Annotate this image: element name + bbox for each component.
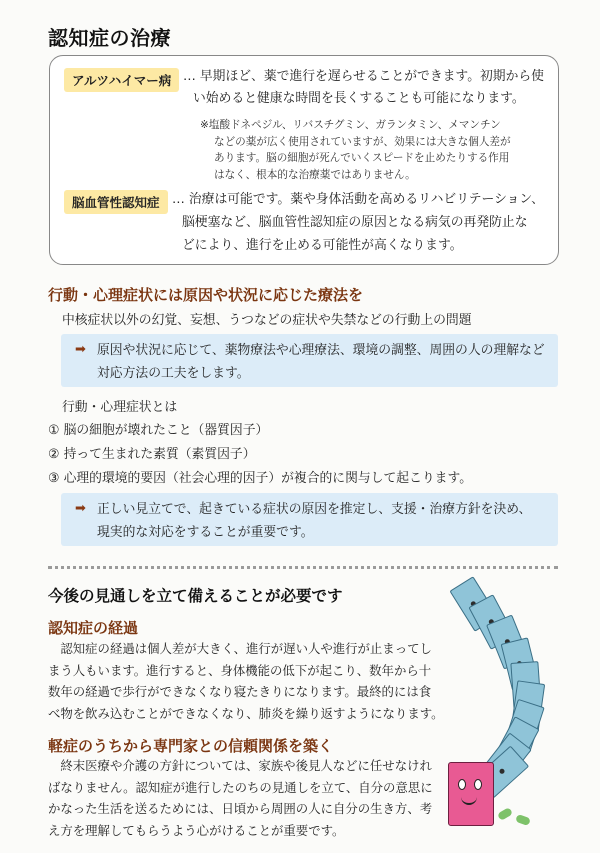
note-line-3: あります。脳の細胞が死んでいくスピードを止めたりする作用 bbox=[214, 152, 510, 164]
section-heading-outlook: 今後の見通しを立て備えることが必要です bbox=[48, 587, 343, 605]
leaf-icon bbox=[497, 807, 513, 821]
course-line-3: 数年の経過で歩行ができなくなり寝たきりになります。最終的には食 bbox=[48, 684, 432, 699]
list-paren: （社会心理的因子） bbox=[165, 471, 282, 486]
list-paren: （器質因子） bbox=[191, 423, 269, 438]
callout-approach bbox=[61, 334, 558, 387]
trust-line-3: かなった生活を送るためには、日頃から周囲の人に自分の生き方、考 bbox=[48, 801, 433, 816]
vascular-line-3: どにより、進行を止める可能性が高くなります。 bbox=[182, 238, 463, 253]
vascular-text bbox=[172, 188, 562, 257]
falling-books-illustration bbox=[440, 570, 590, 840]
callout-assessment-line-1: 正しい見立てで、起きている症状の原因を推定し、支援・治療方針を決め、 bbox=[97, 502, 532, 517]
list-text: 心理的環境的要因 bbox=[63, 471, 166, 486]
course-paragraph bbox=[48, 638, 448, 724]
callout-approach-line-2: 対応方法の工夫をします。 bbox=[97, 366, 250, 381]
note-line-4: はなく、根本的な治療薬ではありません。 bbox=[214, 168, 416, 181]
note-line-1: ※塩酸ドネペジル、リバスチグミン、ガランタミン、メマンチン bbox=[200, 119, 501, 131]
arrow-icon: ➡ bbox=[75, 501, 86, 516]
list-number: ② bbox=[48, 447, 60, 462]
arrow-icon: ➡ bbox=[75, 342, 86, 357]
list-text: 持って生まれた素質 bbox=[63, 447, 179, 462]
list-number: ③ bbox=[48, 471, 60, 486]
subheading-trust: 軽症のうちから専門家との信頼関係を築く bbox=[48, 737, 334, 755]
callout-assessment-line-2: 現実的な対応をすることが重要です。 bbox=[97, 525, 314, 540]
list-item bbox=[48, 443, 256, 462]
list-text: 脳の細胞が壊れたこと bbox=[63, 423, 192, 438]
page-title: 認知症の治療 bbox=[48, 26, 171, 50]
leaf-icon bbox=[515, 814, 531, 826]
list-item bbox=[48, 419, 268, 438]
callout-approach-line-1: 原因や状況に応じて、薬物療法や心理療法、環境の調整、周囲の人の理解など bbox=[97, 343, 545, 358]
pink-box-character-icon bbox=[448, 762, 494, 826]
list-number: ① bbox=[48, 423, 60, 438]
alzheimer-label: アルツハイマー病 bbox=[64, 68, 179, 92]
alzheimer-note bbox=[200, 117, 560, 183]
section-heading-bpsd: 行動・心理症状には原因や状況に応じた療法を bbox=[48, 286, 364, 304]
vascular-line-2: 脳梗塞など、脳血管性認知症の原因となる病気の再発防止な bbox=[182, 215, 528, 230]
alzheimer-line-1: … 早期ほど、薬で進行を遅らせることができます。初期から使 bbox=[183, 69, 544, 84]
bpsd-list-intro: 行動・心理症状とは bbox=[62, 400, 178, 415]
bpsd-intro: 中核症状以外の幻覚、妄想、うつなどの症状や失禁などの行動上の問題 bbox=[62, 313, 472, 328]
trust-paragraph bbox=[48, 755, 448, 841]
trust-line-2: ばなりません。認知症が進行したのちの見通しを立て、自分の意思に bbox=[48, 779, 433, 795]
vascular-label: 脳血管性認知症 bbox=[64, 190, 168, 214]
course-line-4: べ物を飲み込むことができなくなり、肺炎を繰り返すようになります。 bbox=[48, 705, 444, 721]
trust-line-4: え方を理解してもらうよう心がけることが重要です。 bbox=[48, 822, 345, 838]
vascular-line-1: … 治療は可能です。薬や身体活動を高めるリハビリテーション、 bbox=[172, 192, 544, 207]
alzheimer-text bbox=[183, 66, 563, 110]
alzheimer-line-2: い始めると健康な時間を長くすることも可能になります。 bbox=[193, 91, 525, 106]
dotted-divider bbox=[48, 566, 558, 569]
callout-assessment-text bbox=[97, 498, 557, 544]
list-rest: が複合的に関与して起こります。 bbox=[281, 471, 473, 486]
note-line-2: などの薬が広く使用されていますが、効果には大きな個人差が bbox=[214, 135, 511, 148]
list-item bbox=[48, 467, 472, 486]
list-paren: （素質因子） bbox=[178, 447, 256, 462]
course-line-2: まう人もいます。進行すると、身体機能の低下が起こり、数年から十 bbox=[48, 662, 432, 678]
trust-line-1: 終末医療や介護の方針については、家族や後見人などに任せなけれ bbox=[48, 758, 432, 773]
callout-approach-text bbox=[97, 339, 557, 385]
subheading-course: 認知症の経過 bbox=[48, 619, 139, 637]
course-line-1: 認知症の経過は個人差が大きく、進行が遅い人や進行が止まってし bbox=[48, 641, 432, 656]
callout-assessment bbox=[61, 493, 558, 546]
treatment-card bbox=[49, 55, 559, 265]
